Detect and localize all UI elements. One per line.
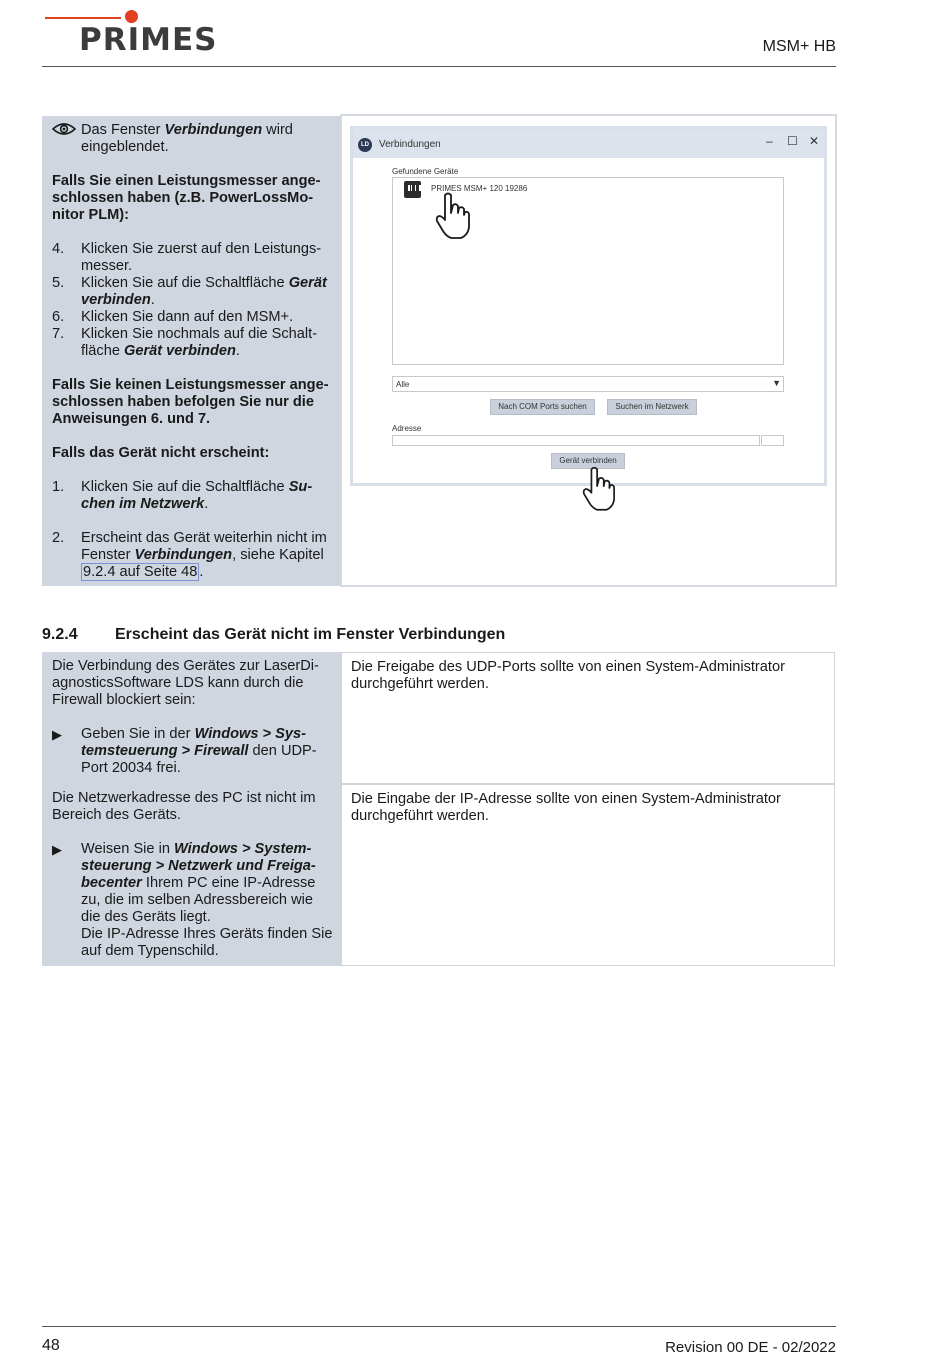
connections-window: [350, 126, 827, 486]
case3-heading: Falls das Gerät nicht erscheint:: [52, 445, 270, 461]
page-number: 48: [42, 1337, 60, 1354]
arrow-right-icon: ▶: [52, 842, 62, 857]
action-row: ▶ Geben Sie in der Windows > Sys-temsteuerung > Firewall den UDP-Port 20034 frei.: [52, 726, 317, 776]
doc-title: MSM+ HB: [762, 38, 836, 55]
app-icon: LD: [358, 138, 372, 152]
chevron-down-icon: ▼: [772, 378, 781, 388]
filter-select[interactable]: [392, 376, 784, 392]
address-label: Adresse: [392, 424, 422, 433]
device-icon: [404, 181, 421, 198]
section-number: 9.2.4: [42, 626, 78, 643]
found-devices-label: Gefundene Geräte: [392, 167, 459, 176]
minimize-button[interactable]: –: [766, 134, 773, 148]
action-row: ▶ Weisen Sie in Windows > System-steuerung > Netzwerk und Freiga-becenter Ihrem PC eine IP-Adresse zu, die im selben Adressbereich wie die des Geräts liegt. Die IP-Adresse Ihres Geräts finden Sie auf dem Typenschild.: [52, 841, 333, 959]
close-button[interactable]: ✕: [809, 134, 820, 148]
intro-row: [52, 122, 332, 156]
header-rule: [42, 66, 836, 67]
table-row-note: [341, 784, 835, 966]
address-input[interactable]: [392, 435, 760, 446]
cause-text: Die Netzwerkadresse des PC ist nicht im Bereich des Geräts.: [52, 790, 316, 823]
step-row: 6. Klicken Sie dann auf den MSM+.: [52, 309, 294, 325]
logo-line: [45, 17, 121, 19]
revision-label: Revision 00 DE - 02/2022: [665, 1339, 836, 1356]
port-input[interactable]: [761, 435, 784, 446]
search-network-button[interactable]: Suchen im Netzwerk: [607, 399, 697, 415]
step-row: 5. Klicken Sie auf die Schaltfläche Gerät verbinden.: [52, 275, 327, 308]
filter-value: Alle: [396, 380, 410, 389]
maximize-button[interactable]: ☐: [787, 134, 798, 148]
fallback-step-row: 1. Klicken Sie auf die Schaltfläche Su-chen im Netzwerk.: [52, 479, 313, 512]
step-row: 7. Klicken Sie nochmals auf die Schalt-fläche Gerät verbinden.: [52, 326, 318, 359]
device-item[interactable]: PRIMES MSM+ 120 19286: [431, 184, 528, 193]
note-text: Die Eingabe der IP-Adresse sollte von einen System-Administrator durchgeführt werden.: [351, 791, 781, 824]
arrow-right-icon: ▶: [52, 727, 62, 742]
case1-heading: Falls Sie einen Leistungsmesser ange-schlossen haben (z.B. PowerLossMo-nitor PLM):: [52, 173, 321, 223]
window-titlebar: [353, 129, 824, 158]
section-title: Erscheint das Gerät nicht im Fenster Verbindungen: [115, 626, 506, 643]
hand-cursor-icon: [582, 465, 616, 513]
instruction-panel: [42, 116, 340, 586]
footer-rule: [42, 1326, 836, 1327]
case2-heading: Falls Sie keinen Leistungsmesser ange-schlossen haben befolgen Sie nur die Anweisungen 6. und 7.: [52, 377, 329, 427]
step-row: 4. Klicken Sie zuerst auf den Leistungs-messer.: [52, 241, 322, 274]
primes-logo: [45, 8, 220, 58]
logo-text: PRIMES: [79, 22, 218, 58]
window-title: Verbindungen: [379, 139, 441, 150]
intro-text: Das Fenster Verbindungen wird eingeblendet.: [81, 122, 293, 155]
table-row-cause: [42, 784, 341, 966]
connect-device-button[interactable]: Gerät verbinden: [551, 453, 625, 469]
search-com-ports-button[interactable]: Nach COM Ports suchen: [490, 399, 595, 415]
note-text: Die Freigabe des UDP-Ports sollte von einen System-Administrator durchgeführt werden.: [351, 659, 785, 692]
fallback-step-row: 2. Erscheint das Gerät weiterhin nicht im Fenster Verbindungen, siehe Kapitel 9.2.4 auf Seite 48 .: [52, 530, 327, 580]
chapter-link[interactable]: 9.2.4 auf Seite 48: [83, 564, 198, 580]
table-row-cause: [42, 652, 341, 784]
table-row-note: [341, 652, 835, 784]
cause-text: Die Verbindung des Gerätes zur LaserDi-agnosticsSoftware LDS kann durch die Firewall blockiert sein:: [52, 658, 319, 708]
hand-cursor-icon: [435, 191, 471, 241]
eye-icon: [52, 122, 81, 156]
